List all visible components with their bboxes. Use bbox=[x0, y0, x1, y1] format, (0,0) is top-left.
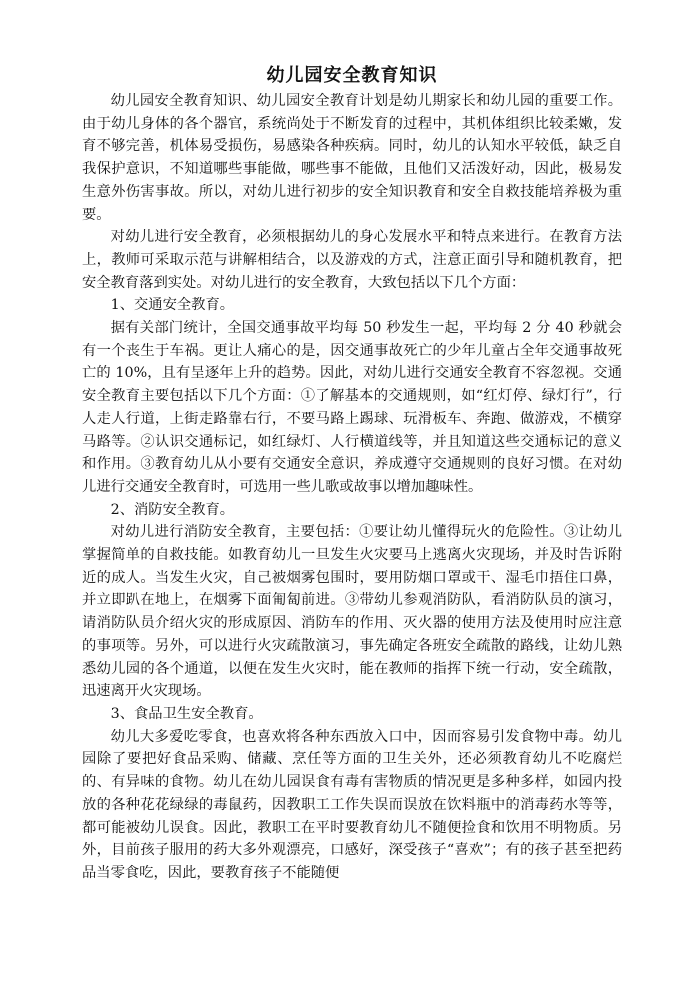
intro-paragraph: 幼儿园安全教育知识、幼儿园安全教育计划是幼儿期家长和幼儿园的重要工作。由于幼儿身体的各个器官，系统尚处于不断发育的过程中，其机体组织比较柔嫩，发育不够完善，机体易受损伤，易感染各种疾病。同时，幼儿的认知水平较低，缺乏自我保护意识，不知道哪些事能做，哪些事不能做，且他们又活泼好动，因此，极易发生意外伤害事故。所以，对幼儿进行初步的安全知识教育和安全自救技能培养极为重要。 bbox=[82, 93, 622, 223]
section-heading-food: 3、食品卫生安全教育。 bbox=[110, 705, 263, 722]
document-title: 幼儿园安全教育知识 bbox=[266, 65, 438, 86]
document-page bbox=[82, 62, 622, 885]
method-paragraph: 对幼儿进行安全教育，必须根据幼儿的身心发展水平和特点来进行。在教育方法上，教师可采取示范与讲解相结合，以及游戏的方式，注意正面引导和随机教育，把安全教育落到实处。对幼儿进行的安全教育，大致包括以下几个方面： bbox=[82, 229, 622, 291]
fire-paragraph: 对幼儿进行消防安全教育，主要包括：①要让幼儿懂得玩火的危险性。③让幼儿掌握简单的自救技能。如教育幼儿一旦发生火灾要马上逃离火灾现场，并及时告诉附近的成人。当发生火灾，自己被烟雾包围时，要用防烟口罩或干、湿毛巾捂住口鼻，并立即趴在地上，在烟雾下面匍匐前进。③带幼儿参观消防队，看消防队员的演习，请消防队员介绍火灾的形成原因、消防车的作用、灭火器的使用方法及使用时应注意的事项等。另外，可以进行火灾疏散演习，事先确定各班安全疏散的路线，让幼儿熟悉幼儿园的各个通道，以便在发生火灾时，能在教师的指挥下统一行动，安全疏散，迅速离开火灾现场。 bbox=[82, 524, 622, 700]
traffic-paragraph: 据有关部门统计，全国交通事故平均每 50 秒发生一起，平均每 2 分 40 秒就会有一个丧生于车祸。更让人痛心的是，因交通事故死亡的少年儿童占全年交通事故死亡的 10%，且有呈逐年上升的趋势。因此，对幼儿进行交通安全教育不容忽视。交通安全教育主要包括以下几个方面：①了解基本的交通规则，如“红灯停、绿灯行”，行人走人行道，上街走路靠右行，不要马路上踢球、玩滑板车、奔跑、做游戏，不横穿马路等。②认识交通标记，如红绿灯、人行横道线等，并且知道这些交通标记的意义和作用。③教育幼儿从小要有交通安全意识，养成遵守交通规则的良好习惯。在对幼儿进行交通安全教育时，可选用一些儿歌或故事以增加趣味性。 bbox=[82, 320, 622, 495]
section-heading-traffic: 1、交通安全教育。 bbox=[110, 297, 235, 314]
section-heading-fire: 2、消防安全教育。 bbox=[110, 501, 235, 518]
food-paragraph: 幼儿大多爱吃零食，也喜欢将各种东西放入口中，因而容易引发食物中毒。幼儿园除了要把好食品采购、储藏、烹任等方面的卫生关外，还必须教育幼儿不吃腐烂的、有异味的食物。幼儿在幼儿园误食有毒有害物质的情况更是多种多样，如园内投放的各种花花绿绿的毒鼠药，因教职工工作失误而误放在饮料瓶中的消毒药水等等，都可能被幼儿误食。因此，教职工在平时要教育幼儿不随便捡食和饮用不明物质。另外，目前孩子服用的药大多外观漂亮，口感好，深受孩子“喜欢”；有的孩子甚至把药品当零食吃，因此，要教育孩子不能随便 bbox=[82, 728, 622, 881]
